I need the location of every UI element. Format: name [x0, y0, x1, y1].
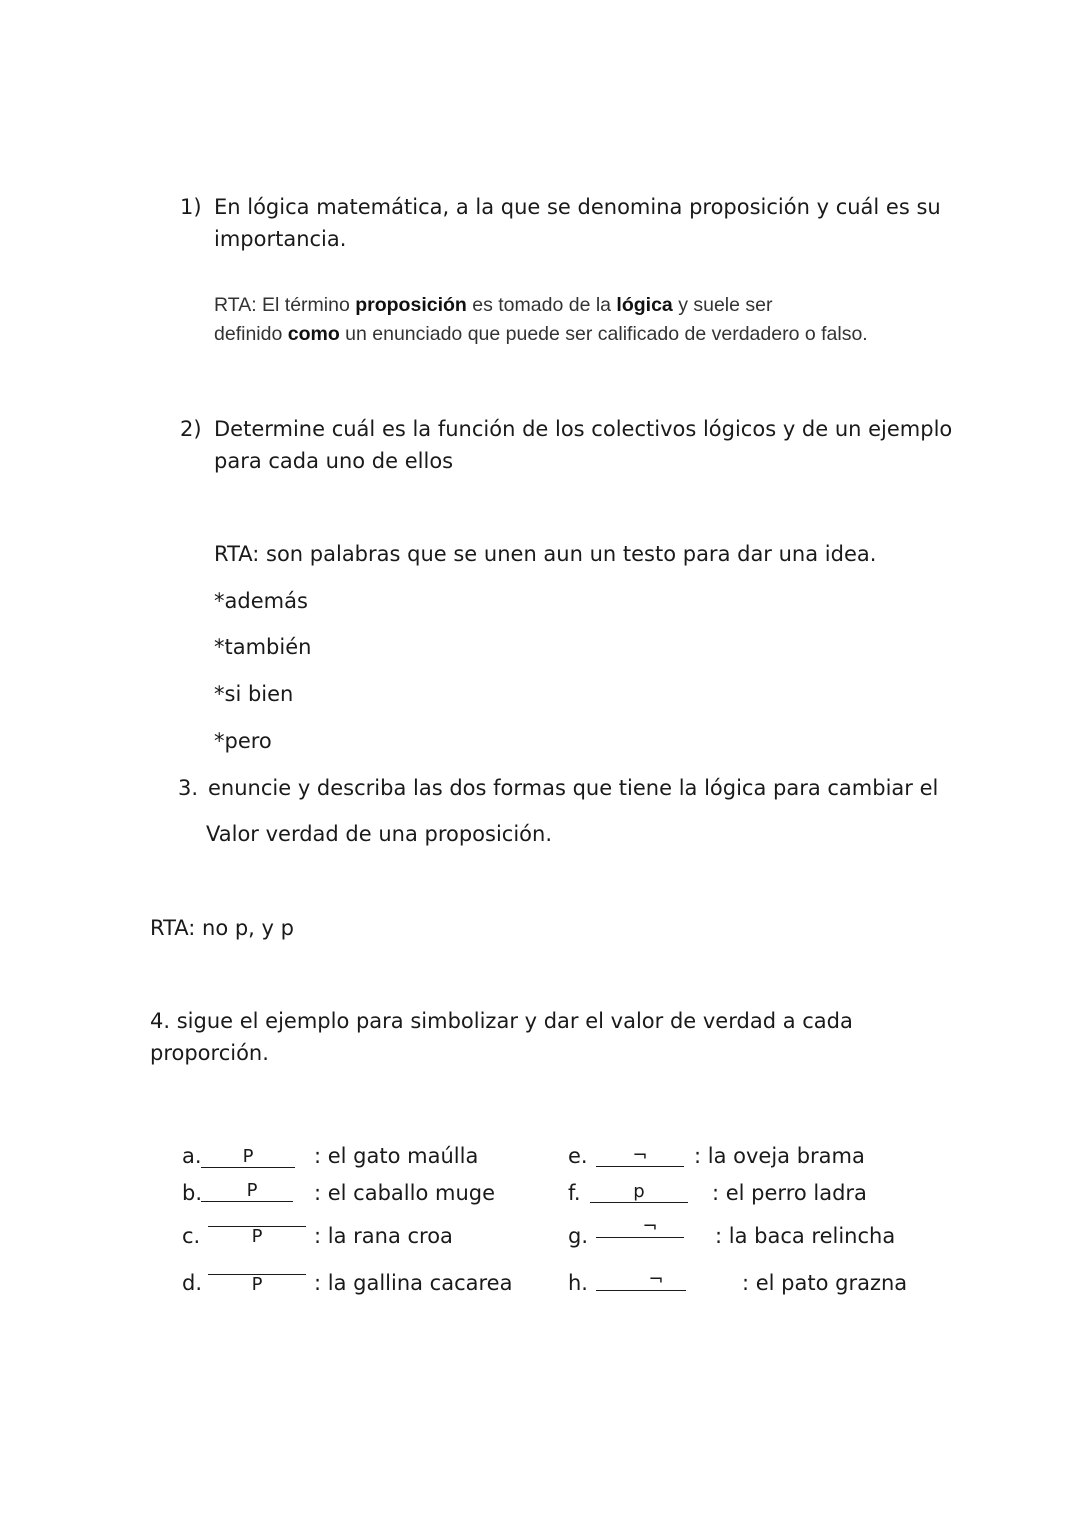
- q4-line2: proporción.: [150, 1041, 269, 1065]
- q2-line2: para cada uno de ellos: [214, 449, 454, 473]
- q2-example: *además: [214, 589, 308, 613]
- q3-number: 3.: [178, 776, 199, 800]
- answer-blank: [201, 1147, 295, 1168]
- symbol: p: [633, 1181, 645, 1202]
- item-statement: : la baca relincha: [715, 1224, 896, 1248]
- item-label: h.: [568, 1271, 588, 1295]
- item-statement: : la oveja brama: [694, 1144, 865, 1168]
- q1-answer-line1: RTA: El término proposición es tomado de la lógica y suele ser: [214, 294, 773, 316]
- item-label: e.: [568, 1144, 588, 1168]
- item-statement: : la rana croa: [314, 1224, 453, 1248]
- item-statement: : el perro ladra: [712, 1181, 867, 1205]
- q1-line1: En lógica matemática, a la que se denomina proposición y cuál es su: [214, 195, 941, 219]
- item-label: b.: [182, 1181, 203, 1205]
- q3-answer: RTA: no p, y p: [150, 916, 294, 940]
- q2-example: *si bien: [214, 682, 294, 706]
- symbol: P: [242, 1146, 254, 1167]
- symbol: P: [251, 1274, 263, 1295]
- item-statement: : el caballo muge: [314, 1181, 496, 1205]
- answer-blank: [590, 1182, 688, 1203]
- answer-blank: [596, 1146, 684, 1167]
- symbol: ¬: [648, 1269, 664, 1290]
- symbol: P: [246, 1180, 258, 1201]
- answer-blank: [201, 1181, 293, 1202]
- q1-line2: importancia.: [214, 227, 347, 251]
- item-label: d.: [182, 1271, 203, 1295]
- q2-number: 2): [180, 417, 202, 441]
- answer-blank: [596, 1270, 686, 1291]
- q2-example: *pero: [214, 729, 272, 753]
- q1-number: 1): [180, 195, 202, 219]
- item-label: c.: [182, 1224, 201, 1248]
- symbol: ¬: [632, 1145, 648, 1166]
- answer-blank: [596, 1217, 684, 1238]
- item-statement: : la gallina cacarea: [314, 1271, 513, 1295]
- q3-line1: enuncie y describa las dos formas que tiene la lógica para cambiar el: [208, 776, 939, 800]
- item-label: g.: [568, 1224, 589, 1248]
- q1-answer-line2: definido como un enunciado que puede ser calificado de verdadero o falso.: [214, 323, 868, 345]
- q2-example: *también: [214, 635, 312, 659]
- item-statement: : el pato grazna: [742, 1271, 908, 1295]
- q2-answer: RTA: son palabras que se unen aun un testo para dar una idea.: [214, 542, 877, 566]
- symbol: P: [251, 1226, 263, 1247]
- item-statement: : el gato maúlla: [314, 1144, 479, 1168]
- q4-line1: 4. sigue el ejemplo para simbolizar y dar el valor de verdad a cada: [150, 1009, 853, 1033]
- item-label: f.: [568, 1181, 581, 1205]
- answer-blank: [208, 1274, 306, 1295]
- item-label: a.: [182, 1144, 202, 1168]
- q3-line2: Valor verdad de una proposición.: [206, 822, 553, 846]
- answer-blank: [208, 1226, 306, 1247]
- q2-line1: Determine cuál es la función de los colectivos lógicos y de un ejemplo: [214, 417, 953, 441]
- symbol: ¬: [642, 1216, 658, 1237]
